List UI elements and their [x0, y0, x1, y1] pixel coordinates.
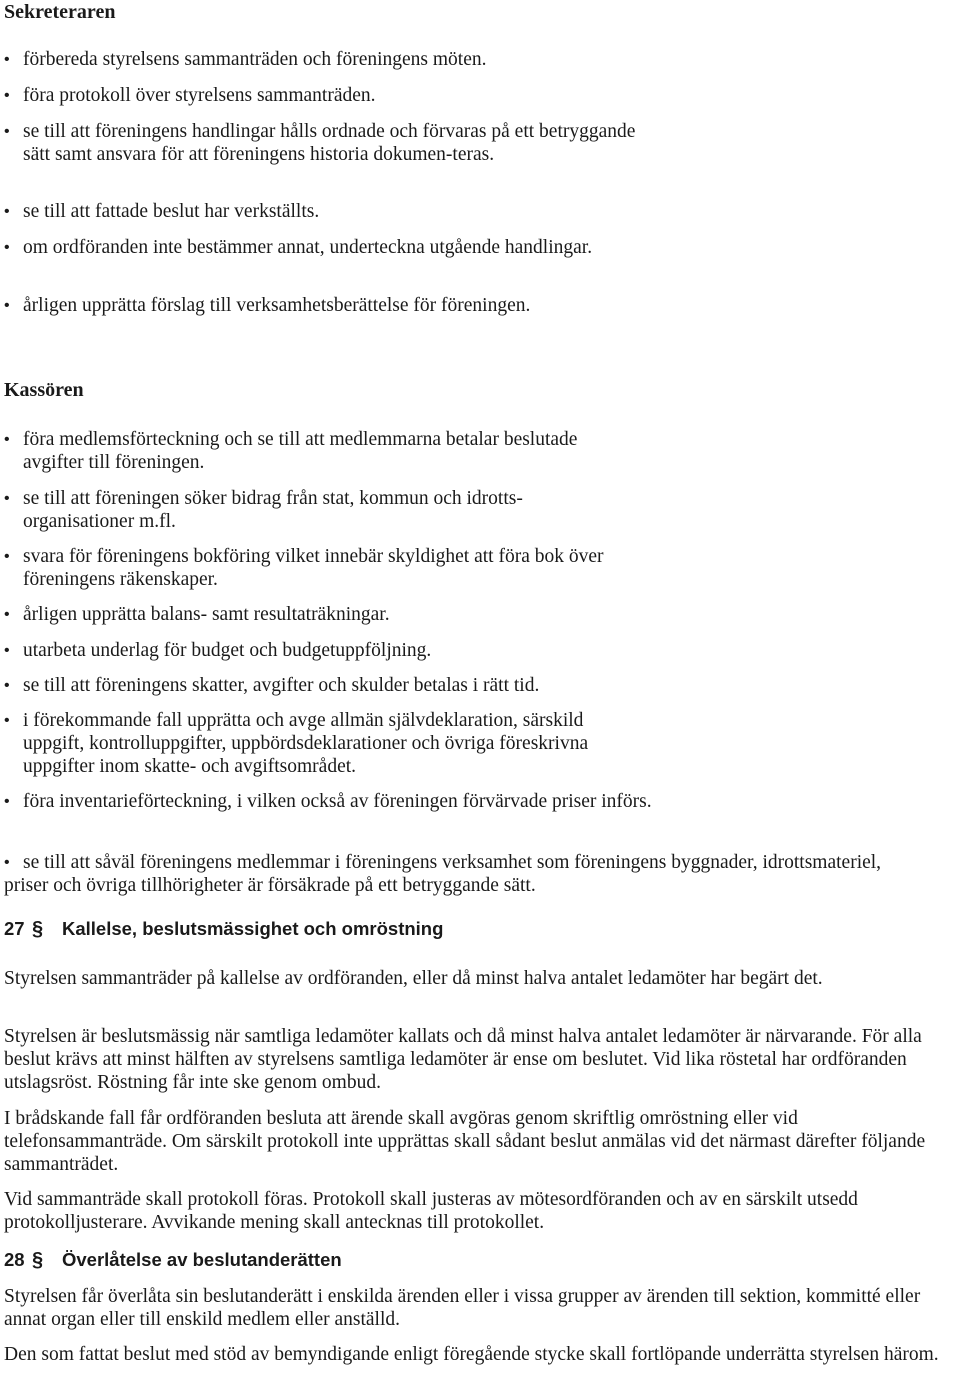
list-item: • föra medlemsförteckning och se till att medlemmarna betalar beslutade avgifter till föreningen. — [4, 429, 578, 473]
section-number: 28 — [4, 1249, 25, 1270]
bullet-icon: • — [4, 677, 10, 694]
list-item: • om ordföranden inte bestämmer annat, underteckna utgående handlingar. — [4, 237, 593, 258]
paragraph: Styrelsen får överlåta sin beslutanderätt i enskilda ärenden eller i vissa grupper av ärenden till sektion, kommitté eller annat organ eller till enskild medlem eller anställd. — [4, 1286, 921, 1330]
list-item: • årligen upprätta balans- samt resultaträkningar. — [4, 604, 390, 625]
bullet-icon: • — [4, 712, 10, 729]
list-item: • utarbeta underlag för budget och budgetuppföljning. — [4, 640, 432, 661]
heading-sekreteraren: Sekreteraren — [4, 1, 116, 23]
list-item: • föra protokoll över styrelsens sammanträden. — [4, 85, 376, 106]
bullet-icon: • — [4, 297, 10, 314]
section-number: 27 — [4, 918, 25, 939]
list-item: • svara för föreningens bokföring vilket innebär skyldighet att föra bok över föreningens räkenskaper. — [4, 546, 604, 590]
bullet-icon: • — [4, 431, 10, 448]
paragraph: Styrelsen sammanträder på kallelse av ordföranden, eller då minst halva antalet ledamöter har begärt det. — [4, 968, 823, 989]
list-item: • se till att föreningens skatter, avgifter och skulder betalas i rätt tid. — [4, 675, 540, 696]
bullet-icon: • — [4, 87, 10, 104]
section-title: Kallelse, beslutsmässighet och omröstning — [62, 918, 444, 939]
list-item: • förbereda styrelsens sammanträden och föreningens möten. — [4, 49, 487, 70]
bullet-icon: • — [4, 51, 10, 68]
heading-kassoren: Kassören — [4, 379, 84, 401]
list-item: • årligen upprätta förslag till verksamhetsberättelse för föreningen. — [4, 295, 531, 316]
list-item: • se till att såväl föreningens medlemmar i föreningens verksamhet som föreningens byggnader, idrottsmateriel, priser och övriga tillhörigheter är försäkrade på ett betryggande sätt. — [4, 852, 882, 896]
bullet-icon: • — [4, 203, 10, 220]
list-item: • se till att föreningen söker bidrag från stat, kommun och idrotts-organisationer m.fl. — [4, 488, 523, 532]
paragraph: Styrelsen är beslutsmässig när samtliga ledamöter kallats och då minst halva antalet ledamöter är närvarande. För alla beslut krävs att minst hälften av styrelsens samtliga ledamöter är ense om beslutet. Vid lika röstetal har ordföranden utslagsröst. Röstning får inte ske genom ombud. — [4, 1026, 922, 1093]
bullet-icon: • — [4, 606, 10, 623]
section-title: Överlåtelse av beslutanderätten — [62, 1249, 342, 1270]
bullet-icon: • — [4, 548, 10, 565]
paragraph-sign: § — [32, 918, 44, 940]
bullet-icon: • — [4, 123, 10, 140]
list-item: • se till att föreningens handlingar hålls ordnade och förvaras på ett betryggande sätt samt ansvara för att föreningens historia dokumen-teras. — [4, 121, 636, 165]
bullet-icon: • — [4, 642, 10, 659]
paragraph: Vid sammanträde skall protokoll föras. Protokoll skall justeras av mötesordföranden och av en särskilt utsedd protokolljusterare. Avvikande mening skall antecknas till protokollet. — [4, 1189, 858, 1233]
bullet-icon: • — [4, 793, 10, 810]
bullet-icon: • — [4, 239, 10, 256]
paragraph: Den som fattat beslut med stöd av bemyndigande enligt föregående stycke skall fortlöpande underrätta styrelsen härom. — [4, 1344, 939, 1365]
list-item: • föra inventarieförteckning, i vilken också av föreningen förvärvade priser införs. — [4, 791, 652, 812]
list-item: • se till att fattade beslut har verkställts. — [4, 201, 320, 222]
section-heading-27 — [4, 918, 443, 940]
bullet-icon: • — [4, 854, 10, 871]
paragraph: I brådskande fall får ordföranden besluta att ärende skall avgöras genom skriftlig omröstning eller vid telefonsammanträde. Om särskilt protokoll inte upprättas skall sådant beslut anmälas vid det närmast därefter följande sammanträdet. — [4, 1108, 926, 1175]
section-heading-28 — [4, 1249, 342, 1271]
list-item: • i förekommande fall upprätta och avge allmän självdeklaration, särskild uppgift, kontrolluppgifter, uppbördsdeklarationer och övriga föreskrivna uppgifter inom skatte- och avgiftsområdet. — [4, 710, 589, 777]
bullet-icon: • — [4, 490, 10, 507]
paragraph-sign: § — [32, 1249, 44, 1271]
